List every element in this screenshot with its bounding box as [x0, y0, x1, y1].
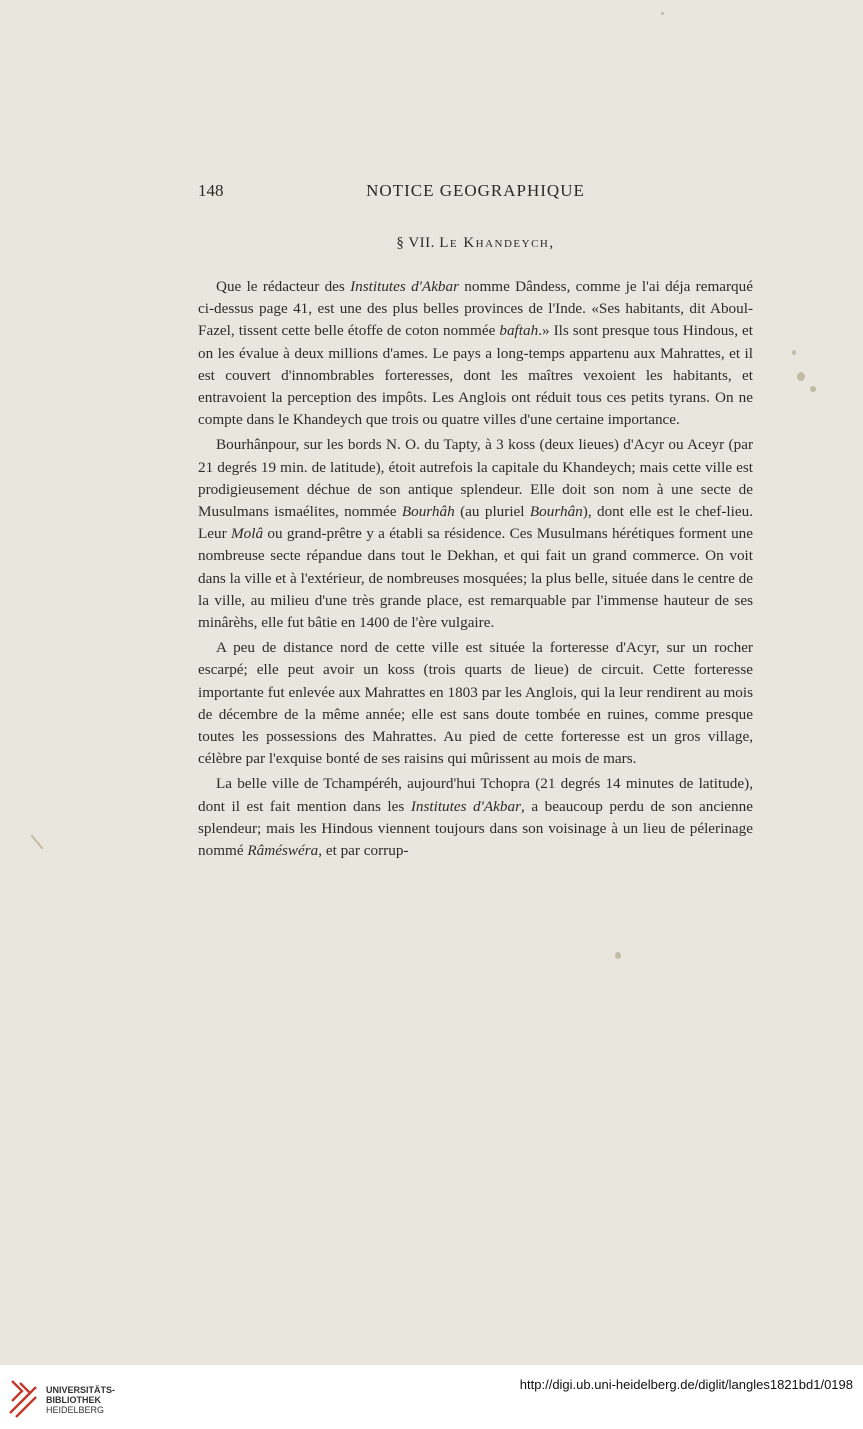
italic-term: Molâ [230, 525, 264, 543]
italic-term: Institutes d'Akbar [350, 278, 460, 295]
page-number: 148 [198, 181, 224, 200]
text-run: La belle ville de Tchampéréh, aujourd'hui Tchopra (21 degrés 14 minutes de latitude), dont il est fait mention dans les [198, 775, 753, 815]
text-run: ou grand-prêtre y a établi sa résidence. Ces Musulmans hérétiques forment une nombreuse secte répandue dans tout le Dekhan, et qui fait un grand commerce. On voit dans la ville et à l'extérieur, de nombreuses mosquées; la plus belle, située dans le centre de la ville, au milieu d'une très grande place, est remarquable par l'immense hauteur de ses minârèhs, elle fut bâtie en 1400 de l'ère vulgaire. [198, 525, 753, 632]
paragraph [198, 773, 753, 862]
italic-term: Institutes d'Akbar [410, 797, 522, 815]
source-url-link[interactable]: http://digi.ub.uni-heidelberg.de/diglit/langles1821bd1/0198 [519, 1377, 853, 1392]
footer-bar [0, 1365, 863, 1429]
italic-term: baftah [499, 322, 539, 340]
text-run: , et par corrup- [318, 842, 409, 860]
library-logo[interactable] [8, 1377, 148, 1419]
paper-speck [30, 834, 43, 849]
library-name-line3: HEIDELBERG [46, 1405, 105, 1415]
section-title: Le Khandeych, [439, 235, 555, 251]
paper-speck [797, 372, 805, 381]
library-name-line2: BIBLIOTHEK [46, 1395, 101, 1405]
page-header [198, 181, 753, 207]
italic-term: Bourhâh [401, 503, 455, 521]
paper-speck [792, 350, 796, 355]
paper-speck [661, 12, 664, 15]
library-logo-icon [8, 1377, 40, 1419]
text-run: (au pluriel [454, 503, 530, 521]
paper-speck [615, 952, 621, 959]
text-run: Que le rédacteur des [216, 278, 351, 295]
paragraph [198, 637, 753, 770]
text-run: ), dont elle est le chef-lieu. Leur [198, 503, 753, 543]
text-run: Bourhânpour, sur les bords N. O. du Tapty, à 3 koss (deux lieues) d'Acyr ou Aceyr (par 21 degrés 19 min. de latitude), étoit autrefois la capitale du Khandeych; mais cette ville est prodigieusement déchue de son antique splendeur. Elle doit son nom à une secte de Musulmans ismaélites, nommée [198, 436, 753, 521]
text-run: , a beaucoup perdu de son ancienne splendeur; mais les Hindous viennent toujours dans son voisinage à un lieu de pélerinage nommé [198, 797, 753, 860]
text-run: A peu de distance nord de cette ville est située la forteresse d'Acyr, sur un rocher escarpé; elle peut avoir un koss (trois quarts de lieue) de circuit. Cette forteresse importante fut enlevée aux Mahrattes en 1803 par les Anglois, qui la leur rendirent au mois de décembre de la même année; elle est sans doute tombée en ruines, comme presque toutes les possessions des Mahrattes. Au pied de cette forteresse est un gros village, célèbre par l'exquise bonté de ses raisins qui mûrissent au mois de mars. [198, 639, 753, 768]
paragraph [198, 434, 753, 634]
text-run: .» Ils sont presque tous Hindous, et on les évalue à deux millions d'ames. Le pays a long-temps appartenu aux Mahrattes, et il est couvert d'innombrables forteresses, dont les maîtres vexoient les habitants, et entravoient la perception des impôts. Les Anglois ont réduit tous ces petits tyrans. On ne compte dans le Khandeych que trois ou quatre villes d'une certaine importance. [198, 322, 753, 429]
library-name-line1: UNIVERSITÄTS- [46, 1385, 116, 1395]
text-run: nomme Dândess, comme je l'ai déja remarqué ci-dessus page 41, est une des plus belles provinces de l'Inde. «Ses habitants, dit Aboul-Fazel, tissent cette belle étoffe de coton nommée [198, 278, 753, 340]
section-heading [198, 235, 753, 252]
library-name [46, 1385, 115, 1415]
section-number: § VII. [396, 235, 440, 251]
italic-term: Râméswéra [247, 842, 319, 860]
paper-speck [810, 386, 816, 392]
paragraph [198, 276, 753, 431]
italic-term: Bourhân [529, 503, 583, 521]
running-title: NOTICE GEOGRAPHIQUE [366, 181, 585, 200]
body-text [198, 276, 753, 865]
